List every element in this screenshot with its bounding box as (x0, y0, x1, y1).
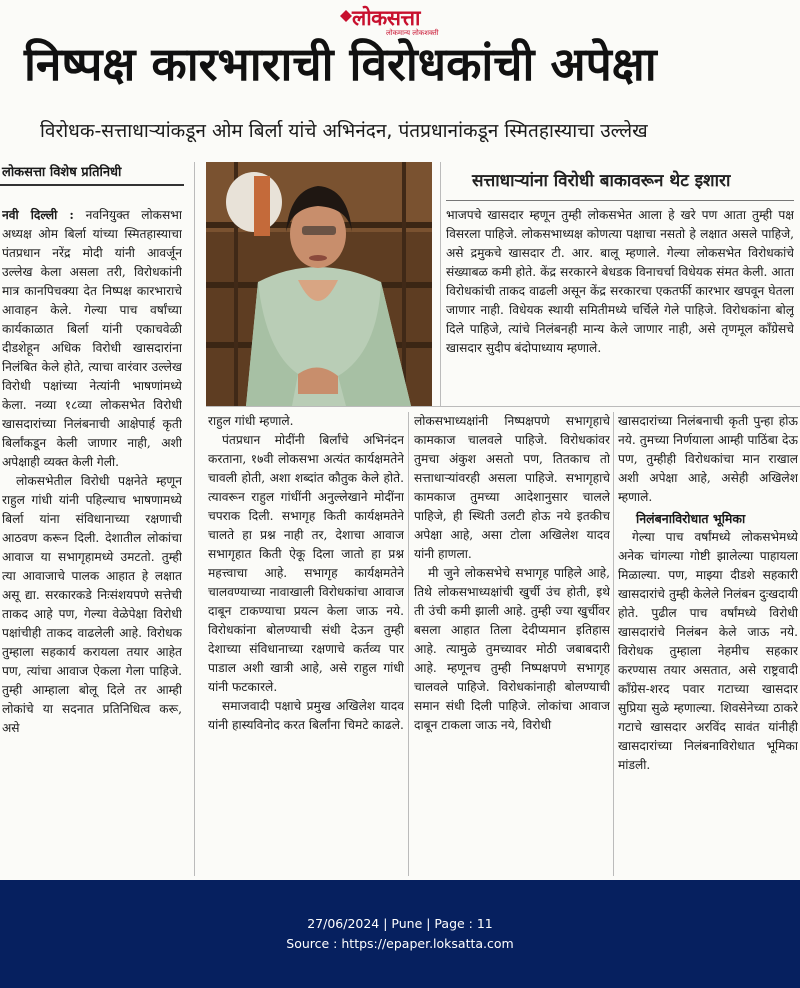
column-1-paragraph-1-text: नवनियुक्त लोकसभा अध्यक्ष ओम बिर्ला यांच्या स्मितहास्याचा पंतप्रधान नरेंद्र मोदी यांनी आवर्जून उल्लेख केला असला तरी, विरोधकांनी मात्र कानपिचक्या देत निष्पक्ष कारभाराचे आवाहन केले. गेल्या पाच वर्षांच्या कार्यकाळात बिर्ला यांनी एकाचवेळी दीडशेहून अधिक विरोधी खासदारांना निलंबित केले होते, त्याचा वारंवार उल्लेख विरोधी पक्षांच्या नेत्यांनी भाषणांमध्ये केला. नव्या १८व्या लोकसभेत विरोधी खासदारांच्या निलंबनाची आक्षेपार्ह कृती बिर्लांकडून केली जाणार नाही, अशी अपेक्षाही व्यक्त केली गेली. (2, 208, 182, 469)
article-column-3 (414, 412, 610, 876)
article-column-4 (618, 412, 798, 876)
sidebar-box-rule (446, 200, 794, 201)
column-divider (440, 162, 441, 406)
column-4-paragraph-1: खासदारांच्या निलंबनाची कृती पुन्हा होऊ नये. तुमच्या निर्णयाला आम्ही पाठिंबा देऊ पण, तुम्हीही विरोधकांचा मान राखाल अशी अपेक्षा आहे, असेही अखिलेश म्हणाले. (618, 414, 798, 504)
sidebar-box-paragraph: भाजपचे खासदार म्हणून तुम्ही लोकसभेत आला हे खरे पण आता तुम्ही पक्ष विसरला पाहिजे. लोकसभाध्यक्ष कोणत्या पक्षाचा नसतो हे लक्षात असले पाहिजे, असे द्रमुकचे खासदार टी. आर. बालू म्हणाले. गेल्या लोकसभेत विरोधकांचे संख्याबळ कमी होते. केंद्र सरकारने बेधडक विनाचर्चा विधेयक संमत केली. आता विरोधकांची ताकद वाढली असून केंद्र सरकारचा एकतर्फी कारभार खपवून घेतला जाणार नाही. विधेयक स्थायी समितीमध्ये चर्चिले गेले पाहिजे. विरोधकांना बोलू दिले पाहिजे, त्यांचे निलंबनही मान्य केले जाणार नाही, असे तृणमूल काँग्रेसचे खासदार सुदीप बंदोपाध्याय म्हणाले. (446, 208, 794, 355)
dateline: नवी दिल्ली : (2, 208, 74, 222)
logo-mark-icon (340, 10, 352, 22)
column-1-paragraph-2: लोकसभेतील विरोधी पक्षनेते म्हणून राहुल गांधी यांनी पहिल्याच भाषणामध्ये बिर्ला यांना संविधानाच्या रक्षणाची आठवण करून दिली. देशातील लोकांचा आवाज या सभागृहामध्ये उमटतो. तुम्ही त्या आवाजाचे पालक आहात हे लक्षात असू द्या. सरकारकडे निःसंशयपणे सत्तेची ताकद आहे पण, गेल्या वेळेपेक्षा विरोधी पक्षांचीही ताकद वाढलेली आहे. विरोधक तुम्हाला सहकार्य करायला तयार आहेत पण, त्यांचा आवाज ऐकला गेला पाहिजे. तुम्ही आम्हाला बोलू दिले तर आम्ही लोकांचे या सदनात प्रतिनिधित्व करू, असे (2, 474, 182, 735)
sidebar-box-text (446, 206, 794, 400)
column-2-paragraph-1: राहुल गांधी म्हणाले. (208, 414, 294, 428)
byline: लोकसत्ता विशेष प्रतिनिधी (2, 165, 122, 180)
section-divider (206, 406, 800, 407)
byline-rule (0, 184, 184, 186)
headline: निष्पक्ष कारभाराची विरोधकांची अपेक्षा (24, 37, 657, 91)
article-column-1 (2, 206, 182, 876)
column-divider (613, 412, 614, 876)
sidebar-box-title: सत्ताधाऱ्यांना विरोधी बाकावरून थेट इशारा (472, 171, 731, 191)
footer-source: Source : https://epaper.loksatta.com (286, 936, 514, 951)
masthead-tagline: लोकमान्य लोकशक्ती (386, 29, 439, 37)
footer-bar (0, 880, 800, 988)
column-2-paragraph-3: समाजवादी पक्षाचे प्रमुख अखिलेश यादव यांनी हास्यविनोद करत बिर्लांना चिमटे काढले. (208, 699, 404, 732)
masthead-logo: लोकसत्ता (352, 5, 420, 30)
subheadline: विरोधक-सत्ताधाऱ्यांकडून ओम बिर्ला यांचे अभिनंदन, पंतप्रधानांकडून स्मितहास्याचा उल्लेख (40, 120, 648, 142)
news-photo (206, 162, 432, 406)
column-3-paragraph-2: मी जुने लोकसभेचे सभागृह पाहिले आहे, तिथे लोकसभाध्यक्षांची खुर्ची उंच होती, इथे ती उंची कमी झाली आहे. तुम्ही ज्या खुर्चीवर बसला आहात तिला देदीप्यमान इतिहास आहे. त्यामुळे तुमच्यावर मोठी जबाबदारी आहे. म्हणूनच तुम्ही निष्पक्षपणे सभागृह चालवले पाहिजे. विरोधकांनाही बोलण्याची समान संधी दिली पाहिजे. लोकांचा आवाज दाबून टाकला जाऊ नये, विरोधी (414, 566, 610, 732)
column-3-paragraph-1: लोकसभाध्यक्षांनी निष्पक्षपणे सभागृहाचे कामकाज चालवले पाहिजे. विरोधकांवर तुमचा अंकुश असतो पण, तितकाच तो सत्ताधाऱ्यांवरही असला पाहिजे. सभागृहाचे कामकाज तुमच्या आदेशानुसार चालले पाहिजे, ही स्थिती उलटी होऊ नये इतकीच अपेक्षा आहे, असा टोला अखिलेश यादव यांनी हाणला. (414, 414, 610, 561)
column-4-paragraph-2: गेल्या पाच वर्षांमध्ये लोकसभेमध्ये अनेक चांगल्या गोष्टी झालेल्या पाहायला मिळाल्या. पण, माझ्या दीडशे सहकारी खासदारांचे तुम्ही केलेले निलंबन दुःखदायी होते. पुढील पाच वर्षांमध्ये विरोधी खासदारांचे निलंबन केले जाऊ नये. विरोधक तुम्हाला नेहमीच सहकार करण्यास तयार असतात, असे राष्ट्रवादी काँग्रेस-शरद पवार गटाच्या खासदार सुप्रिया सुळे म्हणाल्या. शिवसेनेच्या ठाकरे गटाचे खासदार अरविंद सावंत यांनीही खासदारांच्या निलंबनाविरोधात भूमिका मांडली. (618, 530, 798, 772)
column-2-paragraph-2: पंतप्रधान मोदींनी बिर्लांचे अभिनंदन करताना, १७वी लोकसभा अत्यंत कार्यक्षमतेने चावली होती, अशा शब्दांत कौतुक केले होते. त्यावरून राहुल गांधींनी अनुल्लेखाने मोदींना चपराक दिली. सभागृह किती कार्यक्षमतेने चालते हा प्रश्न नाही तर, देशाचा आवाज सभागृहात किती ऐकू दिला जातो हा प्रश्न महत्त्वाचा आहे. सभागृह कार्यक्षमतेने चालवण्याच्या नावाखाली विरोधकांचा आवाज दाबून टाकण्याचा प्रयत्न केला जाऊ नये. विरोधकांना बोलण्याची संधी देऊन तुम्ही देशाच्या संविधानाच्या रक्षणाचे कर्तव्य पार पाडाल अशी खात्री आहे, असे राहुल गांधी यांनी फटकारले. (208, 433, 404, 694)
column-1-paragraph-1 (2, 206, 182, 472)
column-divider (408, 412, 409, 876)
column-4-subheading: निलंबनाविरोधात भूमिका (636, 511, 746, 526)
article-column-2 (208, 412, 404, 876)
column-divider (194, 162, 195, 876)
footer-date-edition: 27/06/2024 | Pune | Page : 11 (307, 916, 493, 931)
masthead (340, 4, 460, 38)
